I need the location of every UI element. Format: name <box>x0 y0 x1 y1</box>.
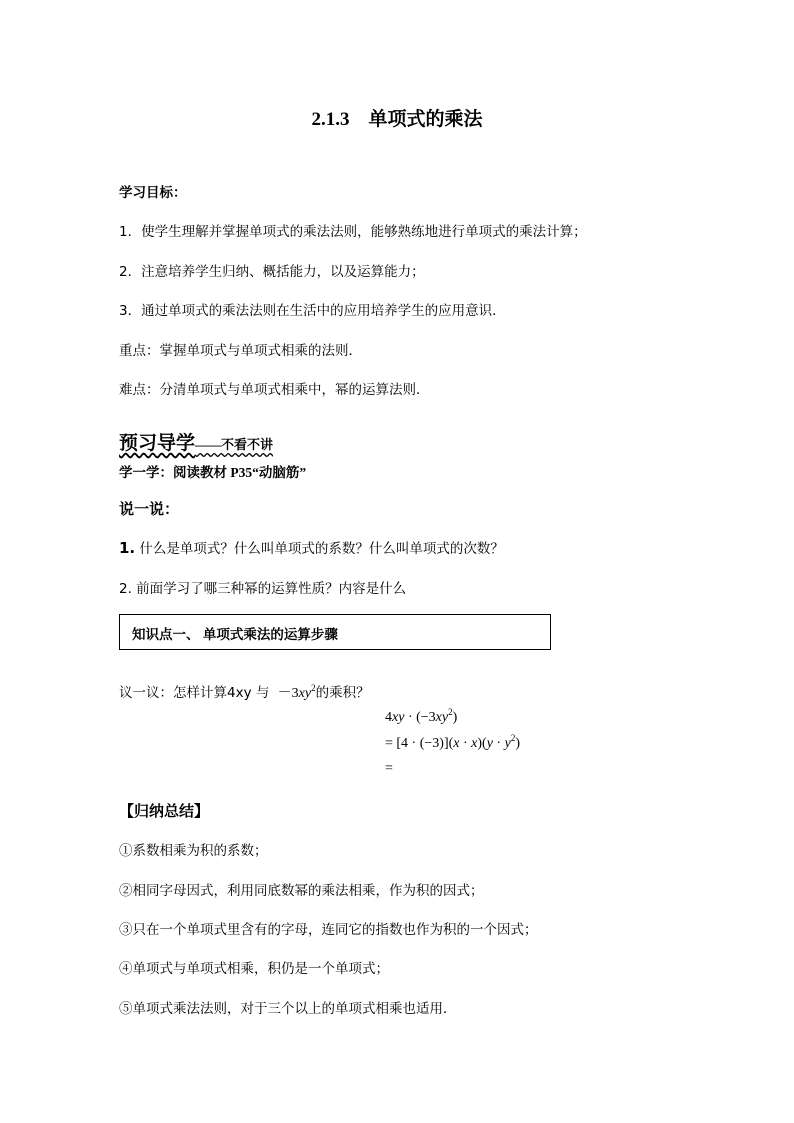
summary-heading: 【归纳总结】 <box>119 802 210 820</box>
objective-item-2: 2．注意培养学生归纳、概括能力，以及运算能力； <box>119 264 425 280</box>
difficulty-point: 难点：分清单项式与单项式相乘中，幂的运算法则． <box>119 382 430 398</box>
preview-heading-main: 预习导学 <box>119 433 196 454</box>
page-title: 2.1.3 单项式的乘法 <box>311 109 483 130</box>
discuss-line <box>119 681 370 702</box>
preview-heading-sub: ——不看不讲 <box>195 437 274 452</box>
calc-line-1: $4xy \cdot (-3xy^2)$ <box>385 707 458 725</box>
objective-item-3: 3．通过单项式的乘法法则在生活中的应用培养学生的应用意识． <box>119 303 506 319</box>
knowledge-point-label: 知识点一、 单项式乘法的运算步骤 <box>132 627 338 642</box>
summary-item-2: ②相同字母因式，利用同底数幂的乘法相乘，作为积的因式； <box>119 883 484 898</box>
discuss-prefix: 议一议：怎样计算4xy 与 <box>119 685 270 701</box>
summary-item-5: ⑤单项式乘法法则，对于三个以上的单项式相乘也适用． <box>119 1001 457 1016</box>
key-point: 重点：掌握单项式与单项式相乘的法则． <box>119 343 362 359</box>
summary-item-3: ③只在一个单项式里含有的字母，连同它的指数也作为积的一个因式； <box>119 922 538 937</box>
calc-line-2: = $[4 \cdot (-3)](x \cdot x)(y \cdot y^2)$ <box>385 733 520 751</box>
discuss-suffix: 的乘积？ <box>315 685 370 701</box>
learn-line: 学一学：阅读教材 P35“动脑筋” <box>119 465 307 480</box>
objectives-heading: 学习目标： <box>119 185 187 201</box>
say-heading: 说一说： <box>119 502 180 518</box>
summary-item-1: ①系数相乘为积的系数； <box>119 843 268 858</box>
objective-item-1: 1．使学生理解并掌握单项式的乘法法则，能够熟练地进行单项式的乘法计算； <box>119 224 587 240</box>
discuss-expression: $-3xy^2$ <box>277 683 316 701</box>
preview-heading <box>119 428 273 455</box>
question-1 <box>119 537 504 557</box>
question-1-number: 1. <box>119 539 136 557</box>
summary-item-4: ④单项式与单项式相乘，积仍是一个单项式； <box>119 961 389 976</box>
question-2: 2. 前面学习了哪三种幂的运算性质？内容是什么 <box>119 581 407 597</box>
knowledge-point-box <box>119 614 551 650</box>
calc-line-3: = <box>385 761 393 776</box>
question-1-text: 什么是单项式？什么叫单项式的系数？什么叫单项式的次数？ <box>135 541 504 557</box>
